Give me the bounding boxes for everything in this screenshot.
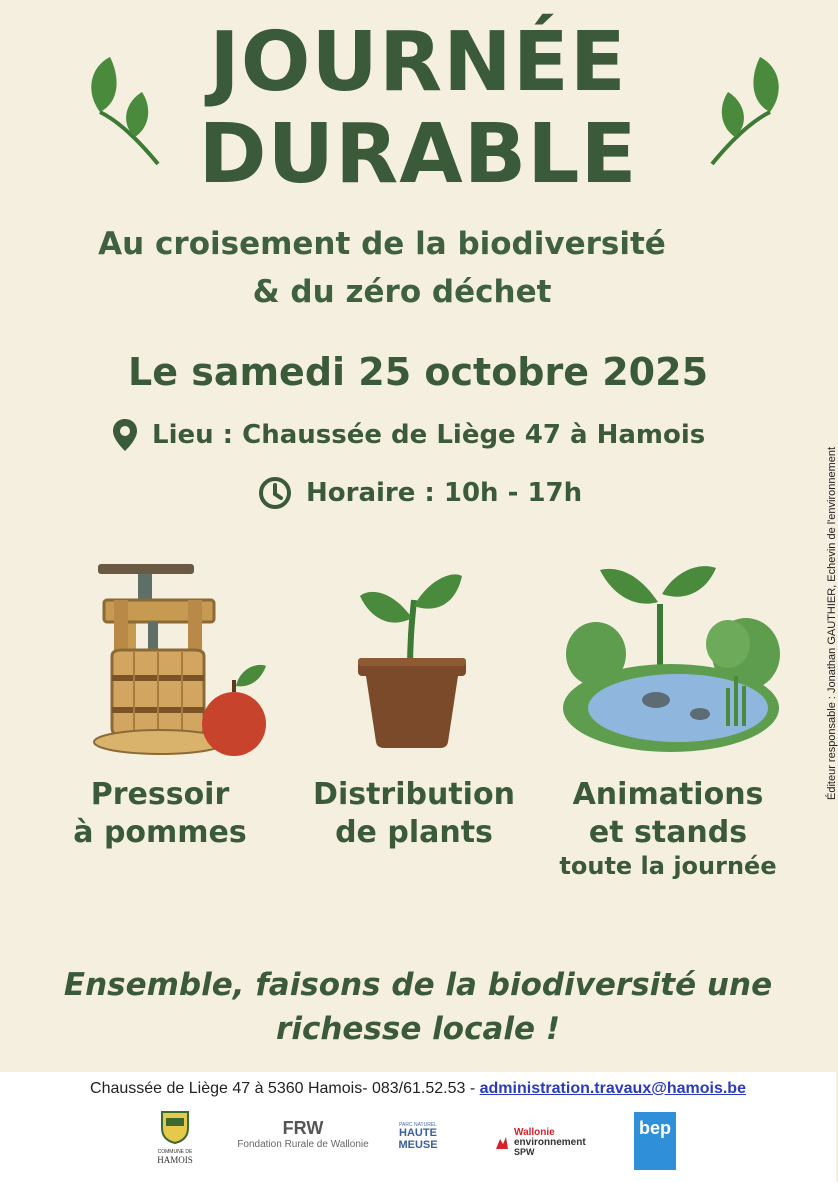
activity-cider-press-line-2: à pommes — [73, 814, 247, 850]
location-text: Lieu : Chaussée de Liège 47 à Hamois — [152, 420, 706, 450]
subtitle-line-1: Au croisement de la biodiversité — [98, 226, 666, 262]
contact-address: Chaussée de Liège 47 à 5360 Hamois- 083/61.52.53 - — [90, 1080, 480, 1097]
clock-icon — [258, 476, 292, 510]
wallonie-logo — [494, 1110, 604, 1157]
haute-meuse-small: PARC NATUREL — [399, 1122, 437, 1128]
activity-animations-label — [548, 776, 788, 881]
location-pin-icon — [112, 418, 138, 452]
bep-logo-text: bep — [638, 1118, 671, 1138]
wallonie-rooster-icon — [494, 1135, 510, 1151]
footer — [0, 1072, 836, 1182]
activity-plants-line-2: de plants — [335, 814, 493, 850]
wallonie-line-1: Wallonie — [514, 1127, 555, 1138]
pond-landscape-icon — [560, 558, 782, 758]
editor-note-text: Éditeur responsable : Jonathan GAUTHIER, Echevin de l'environnement — [826, 446, 838, 800]
activity-animations-line-3: toute la journée — [559, 852, 777, 880]
wallonie-line-3: SPW — [514, 1147, 535, 1157]
schedule-row — [258, 476, 582, 510]
activity-animations-line-1: Animations — [572, 777, 764, 812]
location-row — [112, 418, 705, 452]
hamois-logo-small: COMMUNE DE — [157, 1149, 193, 1155]
frw-logo — [228, 1110, 378, 1150]
slogan-line-2: richesse locale ! — [276, 1011, 560, 1047]
contact-line — [0, 1080, 836, 1098]
title-line-1: JOURNÉE — [209, 15, 627, 110]
haute-meuse-line-2: MEUSE — [398, 1138, 438, 1151]
wallonie-line-2: environnement — [514, 1137, 586, 1148]
editor-note — [812, 400, 838, 800]
seedling-pot-icon — [352, 570, 472, 750]
haute-meuse-line-1: HAUTE — [399, 1127, 437, 1139]
title-line-2: DURABLE — [198, 107, 638, 202]
bep-logo — [634, 1112, 676, 1170]
contact-email-link[interactable]: administration.travaux@hamois.be — [479, 1080, 746, 1097]
activity-cider-press-line-1: Pressoir — [90, 777, 230, 812]
subtitle-line-2: & du zéro déchet — [252, 274, 552, 310]
hamois-logo — [150, 1110, 200, 1165]
activity-cider-press-label — [60, 776, 260, 851]
slogan-line-1: Ensemble, faisons de la biodiversité une — [63, 967, 773, 1003]
activity-plants-line-1: Distribution — [313, 777, 515, 812]
activity-animations-line-2: et stands — [588, 814, 748, 850]
frw-logo-text: FRW — [282, 1118, 324, 1138]
cider-press-icon — [90, 560, 270, 760]
hamois-shield-icon — [160, 1110, 190, 1144]
hamois-logo-name: HAMOIS — [157, 1155, 193, 1165]
haute-meuse-logo — [390, 1110, 446, 1151]
frw-logo-name: Fondation Rurale de Wallonie — [237, 1139, 369, 1150]
schedule-text: Horaire : 10h - 17h — [306, 478, 583, 508]
activity-plants-label — [300, 776, 528, 851]
event-date: Le samedi 25 octobre 2025 — [127, 350, 709, 394]
